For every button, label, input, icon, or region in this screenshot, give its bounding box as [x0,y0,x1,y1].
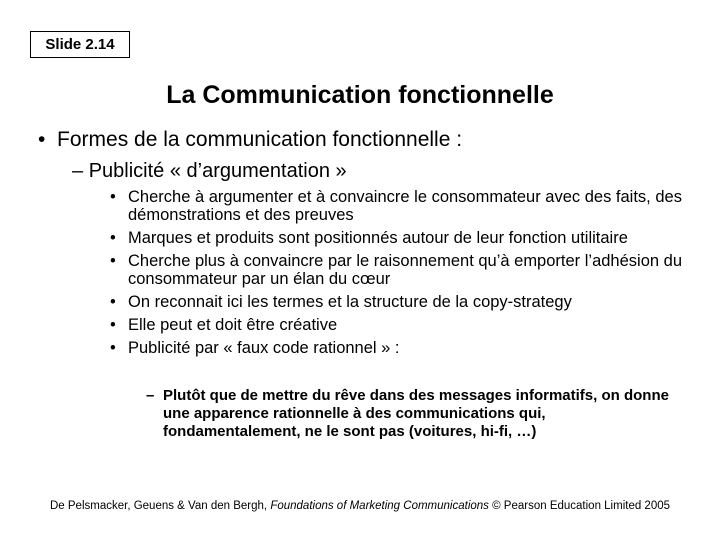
list-item [110,229,700,247]
bullet-level4 [146,387,686,441]
bullet-marker: • [110,293,116,311]
bullet-list-level3 [110,188,700,362]
bullet-level2 [72,156,347,186]
bullet-marker: • [110,188,116,206]
footer-copyright: © Pearson Education Limited 2005 [488,500,671,512]
list-item [110,293,700,311]
list-item-text: Cherche plus à convaincre par le raisonnement qu’à emporter l’adhésion du consommateur par un élan du cœur [128,252,682,288]
list-item [110,188,700,224]
list-item-text: Cherche à argumenter et à convaincre le consommateur avec des faits, des démonstrations et des preuves [128,188,682,224]
list-item-text: Publicité par « faux code rationnel » : [128,339,400,357]
bullet-level1 [38,125,462,155]
dash-marker: – [146,387,155,404]
bullet-text: Plutôt que de mettre du rêve dans des messages informatifs, on donne une apparence rationnelle à des communications qui, fondamentalement, ne le sont pas (voitures, hi-fi, …) [163,387,669,440]
slide-title: La Communication fonctionnelle [166,81,554,109]
bullet-marker: • [110,252,116,270]
bullet-marker: • [110,339,116,357]
bullet-text: Formes de la communication fonctionnelle : [57,128,463,151]
list-item [110,339,700,357]
bullet-text: Publicité « d’argumentation » [88,160,347,182]
footer-citation [0,498,720,514]
slide-number-label: Slide 2.14 [30,31,130,58]
bullet-marker: • [38,128,46,151]
footer-authors: De Pelsmacker, Geuens & Van den Bergh, [49,500,271,512]
list-item-text: Elle peut et doit être créative [128,316,338,334]
list-item [110,252,700,288]
list-item-text: Marques et produits sont positionnés autour de leur fonction utilitaire [128,229,628,247]
list-item [110,316,700,334]
bullet-marker: • [110,229,116,247]
dash-marker: – [72,160,84,182]
list-item-text: On reconnait ici les termes et la structure de la copy-strategy [128,293,572,311]
footer-book-title: Foundations of Marketing Communications [270,500,489,512]
bullet-marker: • [110,316,116,334]
